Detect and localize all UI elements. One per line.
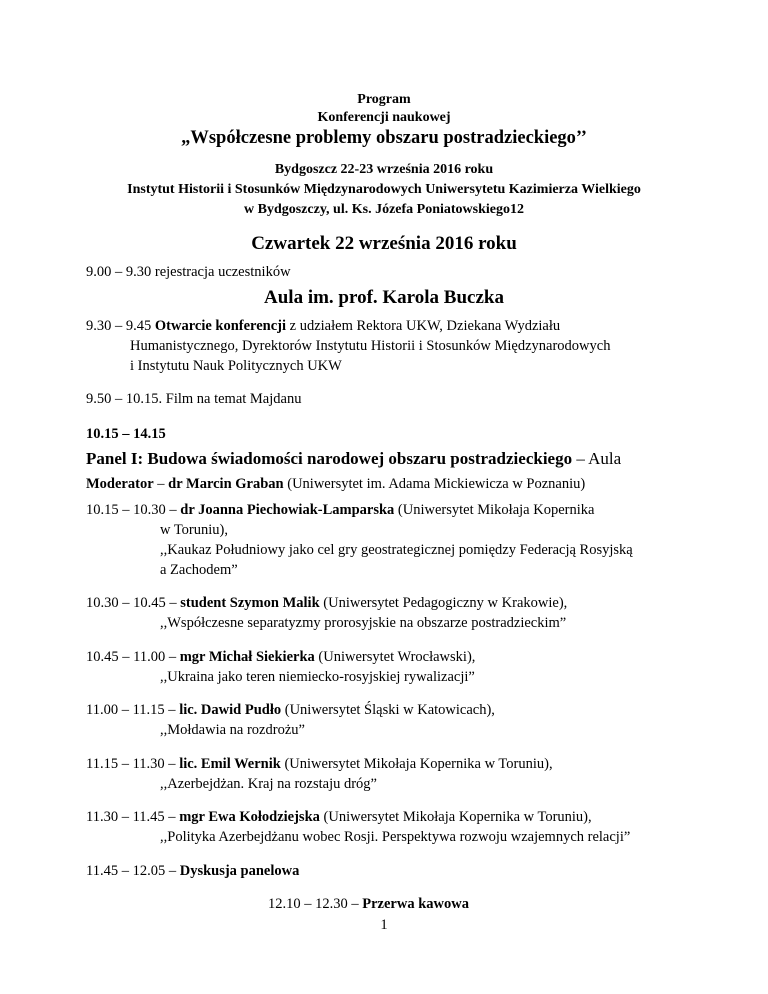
opening-line-1 bbox=[86, 316, 560, 336]
header-conference: Konferencji naukowej bbox=[317, 110, 451, 125]
talk-6-topic: ,,Polityka Azerbejdżanu wobec Rosji. Perspektywa rozwoju wzajemnych relacji” bbox=[160, 829, 631, 845]
discussion bbox=[86, 861, 299, 881]
panel-time: 10.15 – 14.15 bbox=[86, 426, 166, 442]
talk-affil: (Uniwersytet Pedagogiczny w Krakowie), bbox=[319, 595, 568, 611]
talk-2-topic: ,,Współczesne separatyzmy prorosyjskie na obszarze postradzieckim” bbox=[160, 615, 567, 631]
moderator bbox=[86, 474, 585, 494]
discussion-label: Dyskusja panelowa bbox=[179, 863, 300, 879]
talk-4 bbox=[86, 700, 495, 720]
coffee-break bbox=[268, 894, 469, 914]
panel-title-bold: Panel I: Budowa świadomości narodowej obszaru postradzieckiego bbox=[86, 449, 573, 468]
talk-speaker: lic. Emil Wernik bbox=[179, 756, 281, 772]
talk-speaker: lic. Dawid Pudło bbox=[179, 702, 282, 718]
talk-speaker: mgr Michał Siekierka bbox=[179, 649, 315, 665]
discussion-time: 11.45 – 12.05 – bbox=[86, 863, 180, 879]
place-date: Bydgoszcz 22-23 września 2016 roku bbox=[274, 162, 494, 177]
opening-line-2: Humanistycznego, Dyrektorów Instytutu Historii i Stosunków Międzynarodowych bbox=[130, 338, 611, 354]
day-heading: Czwartek 22 września 2016 roku bbox=[251, 233, 517, 254]
talk-affil: (Uniwersytet Śląski w Katowicach), bbox=[281, 702, 495, 718]
moderator-dash: – bbox=[153, 476, 169, 492]
institute: Instytut Historii i Stosunków Międzynarodowych Uniwersytetu Kazimierza Wielkiego bbox=[127, 182, 641, 197]
talk-1-line: w Toruniu), bbox=[160, 522, 228, 538]
talk-5 bbox=[86, 754, 553, 774]
talk-affil: (Uniwersytet Wrocławski), bbox=[314, 649, 476, 665]
talk-2 bbox=[86, 593, 567, 613]
talk-1-topic-cont: a Zachodem” bbox=[160, 562, 238, 578]
aula-heading: Aula im. prof. Karola Buczka bbox=[264, 287, 504, 308]
talk-5-topic: ,,Azerbejdżan. Kraj na rozstaju dróg” bbox=[160, 776, 377, 792]
opening-time: 9.30 – 9.45 bbox=[86, 318, 155, 334]
opening-rest: z udziałem Rektora UKW, Dziekana Wydziału bbox=[286, 318, 561, 334]
talk-time: 10.30 – 10.45 – bbox=[86, 595, 181, 611]
opening-title: Otwarcie konferencji bbox=[154, 318, 287, 334]
talk-1-topic: ,,Kaukaz Południowy jako cel gry geostrategicznej pomiędzy Federacją Rosyjską bbox=[160, 542, 633, 558]
talk-affil: (Uniwersytet Mikołaja Kopernika w Toruniu), bbox=[319, 809, 592, 825]
talk-time: 10.15 – 10.30 – bbox=[86, 502, 181, 518]
talk-speaker: mgr Ewa Kołodziejska bbox=[179, 809, 320, 825]
break-label: Przerwa kawowa bbox=[362, 896, 469, 912]
break-time: 12.10 – 12.30 – bbox=[268, 896, 363, 912]
talk-affil: (Uniwersytet Mikołaja Kopernika w Toruniu), bbox=[280, 756, 553, 772]
talk-3 bbox=[86, 647, 475, 667]
talk-time: 10.45 – 11.00 – bbox=[86, 649, 180, 665]
talk-time: 11.30 – 11.45 – bbox=[86, 809, 180, 825]
talk-6 bbox=[86, 807, 592, 827]
moderator-affil: (Uniwersytet im. Adama Mickiewicza w Poznaniu) bbox=[283, 476, 586, 492]
panel-title bbox=[86, 448, 621, 470]
talk-1 bbox=[86, 500, 594, 520]
page-number: 1 bbox=[380, 917, 388, 933]
talk-speaker: dr Joanna Piechowiak-Lamparska bbox=[180, 502, 395, 518]
talk-3-topic: ,,Ukraina jako teren niemiecko-rosyjskiej rywalizacji” bbox=[160, 669, 475, 685]
talk-4-topic: ,,Mołdawia na rozdrożu” bbox=[160, 722, 305, 738]
moderator-label: Moderator bbox=[86, 476, 154, 492]
panel-title-rest: – Aula bbox=[572, 449, 622, 468]
talk-speaker: student Szymon Malik bbox=[180, 595, 320, 611]
conference-title: „Współczesne problemy obszaru postradzieckiego’’ bbox=[181, 128, 587, 148]
registration: 9.00 – 9.30 rejestracja uczestników bbox=[86, 264, 291, 280]
talk-time: 11.15 – 11.30 – bbox=[86, 756, 180, 772]
opening-line-3: i Instytutu Nauk Politycznych UKW bbox=[130, 358, 342, 374]
moderator-name: dr Marcin Graban bbox=[168, 476, 284, 492]
header-program: Program bbox=[357, 92, 411, 107]
talk-time: 11.00 – 11.15 – bbox=[86, 702, 180, 718]
address: w Bydgoszczy, ul. Ks. Józefa Poniatowskiego12 bbox=[244, 202, 524, 217]
talk-affil: (Uniwersytet Mikołaja Kopernika bbox=[394, 502, 595, 518]
film: 9.50 – 10.15. Film na temat Majdanu bbox=[86, 391, 302, 407]
